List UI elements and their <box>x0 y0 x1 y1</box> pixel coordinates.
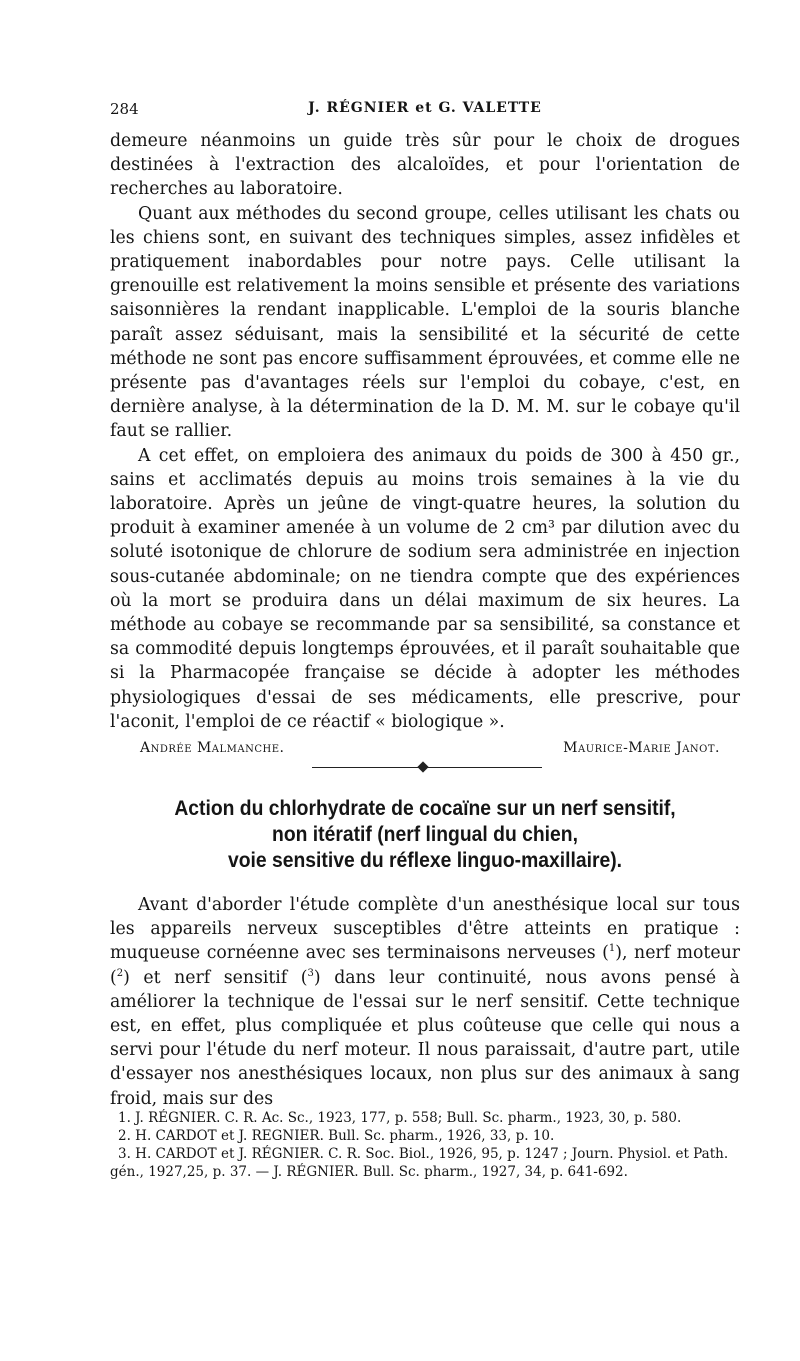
title-line: voie sensitive du réflexe linguo-maxillaire). <box>227 849 623 872</box>
section-divider <box>312 763 542 773</box>
footnote: 1. J. RÉGNIER. C. R. Ac. Sc., 1923, 177, p. 558; Bull. Sc. pharm., 1923, 30, p. 580. <box>118 1110 682 1126</box>
text-run: ) et nerf sensitif ( <box>123 967 308 988</box>
footnote: 3. H. CARDOT et J. RÉGNIER. C. R. Soc. Biol., 1926, 95, p. 1247 ; Journ. Physiol. et Path. gén., 1927,25, p. 37. — J. RÉGNIER. Bull. Sc. pharm., 1927, 34, p. 641-692. <box>110 1146 729 1180</box>
footnotes <box>110 1109 740 1181</box>
text-run: ) dans leur continuité, nous avons pensé à améliorer la technique de l'essai sur le nerf sensitif. Cette technique est, en effet, plus compliquée et plus coûteuse que celle qui nous a servi pour l'étude du nerf moteur. Il nous paraissait, d'autre part, utile d'essayer nos anesthésiques locaux, non plus sur des animaux à sang froid, mais sur des <box>110 967 740 1109</box>
text-run: ), nerf moteur ( <box>110 943 740 988</box>
previous-article-text <box>110 129 740 756</box>
article-body <box>110 893 740 1111</box>
footnote-ref: 1 <box>608 943 616 955</box>
page-header <box>110 100 740 124</box>
paragraph: A cet effet, on emploiera des animaux du poids de 300 à 450 gr., sains et acclimatés depuis au moins trois semaines à la vie du laboratoire. Après un jeûne de vingt-quatre heures, la solution du produit à examiner amenée à un volume de 2 cm³ par dilution avec du soluté isotonique de chlorure de sodium sera administrée en injection sous-cutanée abdominale; on ne tiendra compte que des expériences où la mort se produira dans un délai maximum de six heures. La méthode au cobaye se recommande par sa sensibilité, sa constance et sa commodité depuis longtemps éprouvées, et il paraît souhaitable que si la Pharmacopée française se décide à adopter les méthodes physiologiques d'essai de ses médicaments, elle prescrive, pour l'aconit, l'emploi de ce réactif « biologique ». <box>110 445 740 732</box>
paragraph <box>110 893 740 1111</box>
footnote-ref: 2 <box>116 967 124 979</box>
running-head: J. RÉGNIER et G. VALETTE <box>308 100 542 116</box>
paragraph: Quant aux méthodes du second groupe, celles utilisant les chats ou les chiens sont, en suivant des techniques simples, assez infidèles et pratiquement inabordables pour notre pays. Celle utilisant la grenouille est relativement la moins sensible et présente des variations saisonnières la rendant inapplicable. L'emploi de la souris blanche paraît assez séduisant, mais la sensibilité et la sécurité de cette méthode ne sont pas encore suffisamment éprouvées, et comme elle ne présente pas d'avantages réels sur l'emploi du cobaye, c'est, en dernière analyse, à la détermination de la D. M. M. sur le cobaye qu'il faut se rallier. <box>110 203 740 442</box>
title-line: non itératif (nerf lingual du chien, <box>272 823 578 846</box>
signatures <box>110 740 740 756</box>
author-signature: Andrée Malmanche. <box>140 740 285 757</box>
text-run: Avant d'aborder l'étude complète d'un anesthésique local sur tous les appareils nerveux susceptibles d'être atteints en pratique : muqueuse cornéenne avec ses terminaisons nerveuses ( <box>110 895 740 964</box>
article-title <box>135 796 715 874</box>
footnote: 2. H. CARDOT et J. REGNIER. Bull. Sc. pharm., 1926, 33, p. 10. <box>118 1128 555 1144</box>
author-signature: Maurice-Marie Janot. <box>563 740 720 757</box>
page-number: 284 <box>110 100 139 118</box>
diamond-ornament-icon <box>417 761 428 772</box>
paragraph: demeure néanmoins un guide très sûr pour le choix de drogues destinées à l'extraction des alcaloïdes, et pour l'orientation de recherches au laboratoire. <box>110 131 740 200</box>
title-line: Action du chlorhydrate de cocaïne sur un nerf sensitif, <box>174 797 676 820</box>
footnote-ref: 3 <box>307 967 314 979</box>
